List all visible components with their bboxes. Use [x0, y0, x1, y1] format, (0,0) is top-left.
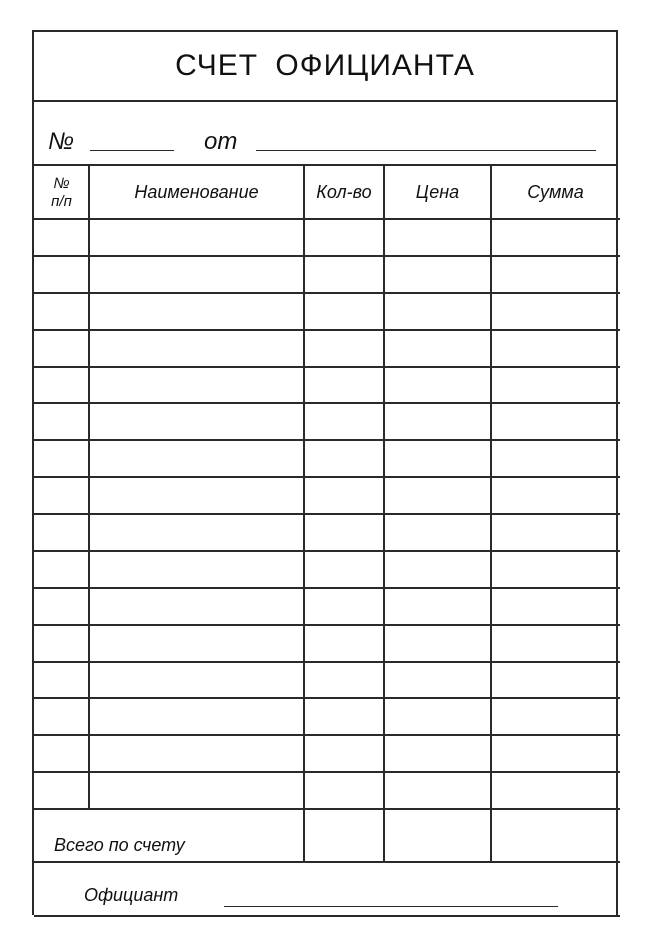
table-cell[interactable] [492, 478, 619, 513]
table-cell[interactable] [385, 773, 490, 808]
total-cell[interactable] [305, 810, 383, 861]
table-cell[interactable] [385, 699, 490, 734]
table-cell[interactable] [305, 699, 383, 734]
table-cell[interactable] [35, 589, 88, 624]
table-cell[interactable] [35, 478, 88, 513]
table-cell[interactable] [492, 257, 619, 292]
table-cell[interactable] [35, 663, 88, 698]
table-cell[interactable] [90, 736, 303, 771]
table-cell[interactable] [35, 331, 88, 366]
table-cell[interactable] [35, 773, 88, 808]
table-cell[interactable] [385, 515, 490, 550]
table-cell[interactable] [492, 736, 619, 771]
table-cell[interactable] [305, 294, 383, 329]
table-cell[interactable] [492, 441, 619, 476]
table-cell[interactable] [90, 663, 303, 698]
table-cell[interactable] [35, 736, 88, 771]
table-cell[interactable] [35, 404, 88, 439]
bill-date-label: от [204, 128, 238, 155]
column-header-index-line2: п/п [51, 192, 72, 210]
bill-number-label: № [48, 128, 74, 155]
table-cell[interactable] [492, 331, 619, 366]
table-cell[interactable] [90, 515, 303, 550]
table-cell[interactable] [305, 773, 383, 808]
table-cell[interactable] [90, 552, 303, 587]
table-cell[interactable] [492, 589, 619, 624]
total-label: Всего по счету [54, 835, 185, 855]
table-cell[interactable] [492, 773, 619, 808]
form-bottom-border [34, 915, 620, 917]
total-divider [34, 861, 620, 863]
table-cell[interactable] [90, 699, 303, 734]
table-cell[interactable] [35, 441, 88, 476]
table-cell[interactable] [492, 515, 619, 550]
table-cell[interactable] [492, 663, 619, 698]
table-cell[interactable] [35, 220, 88, 255]
column-header-index-line1: № [53, 174, 70, 192]
table-cell[interactable] [305, 589, 383, 624]
table-cell[interactable] [305, 368, 383, 403]
waiter-bill-form [32, 30, 618, 915]
table-cell[interactable] [492, 294, 619, 329]
total-cell[interactable] [492, 810, 619, 861]
table-cell[interactable] [90, 404, 303, 439]
column-header-price: Цена [415, 182, 460, 202]
waiter-signature-field[interactable] [224, 906, 558, 907]
table-cell[interactable] [385, 257, 490, 292]
table-cell[interactable] [305, 257, 383, 292]
total-cell[interactable] [385, 810, 490, 861]
table-cell[interactable] [35, 257, 88, 292]
table-cell[interactable] [305, 515, 383, 550]
table-cell[interactable] [35, 368, 88, 403]
table-cell[interactable] [385, 368, 490, 403]
column-header-name: Наименование [134, 182, 259, 202]
table-cell[interactable] [385, 589, 490, 624]
table-cell[interactable] [35, 699, 88, 734]
table-cell[interactable] [492, 404, 619, 439]
table-cell[interactable] [90, 773, 303, 808]
table-cell[interactable] [90, 220, 303, 255]
table-cell[interactable] [492, 220, 619, 255]
table-cell[interactable] [385, 478, 490, 513]
table-cell[interactable] [305, 478, 383, 513]
items-table [34, 32, 620, 917]
table-cell[interactable] [90, 331, 303, 366]
table-cell[interactable] [90, 478, 303, 513]
table-cell[interactable] [385, 220, 490, 255]
table-cell[interactable] [35, 552, 88, 587]
table-cell[interactable] [305, 331, 383, 366]
waiter-label: Официант [84, 885, 179, 905]
table-cell[interactable] [385, 663, 490, 698]
table-cell[interactable] [385, 331, 490, 366]
table-cell[interactable] [385, 441, 490, 476]
table-cell[interactable] [385, 736, 490, 771]
form-title: СЧЕТ ОФИЦИАНТА [34, 32, 616, 102]
table-cell[interactable] [492, 368, 619, 403]
table-cell[interactable] [90, 294, 303, 329]
table-cell[interactable] [305, 736, 383, 771]
column-header-index [34, 166, 89, 219]
table-cell[interactable] [305, 404, 383, 439]
table-cell[interactable] [385, 626, 490, 661]
table-cell[interactable] [305, 220, 383, 255]
table-cell[interactable] [90, 257, 303, 292]
table-cell[interactable] [90, 589, 303, 624]
table-cell[interactable] [385, 404, 490, 439]
table-cell[interactable] [385, 552, 490, 587]
table-cell[interactable] [492, 626, 619, 661]
table-cell[interactable] [492, 552, 619, 587]
table-cell[interactable] [90, 368, 303, 403]
table-cell[interactable] [305, 663, 383, 698]
table-cell[interactable] [90, 441, 303, 476]
column-header-sum: Сумма [527, 182, 584, 202]
table-cell[interactable] [385, 294, 490, 329]
table-cell[interactable] [492, 699, 619, 734]
table-cell[interactable] [305, 626, 383, 661]
table-cell[interactable] [35, 515, 88, 550]
table-cell[interactable] [35, 294, 88, 329]
table-cell[interactable] [90, 626, 303, 661]
table-cell[interactable] [305, 552, 383, 587]
table-cell[interactable] [35, 626, 88, 661]
table-cell[interactable] [305, 441, 383, 476]
column-header-quantity: Кол-во [316, 182, 372, 202]
